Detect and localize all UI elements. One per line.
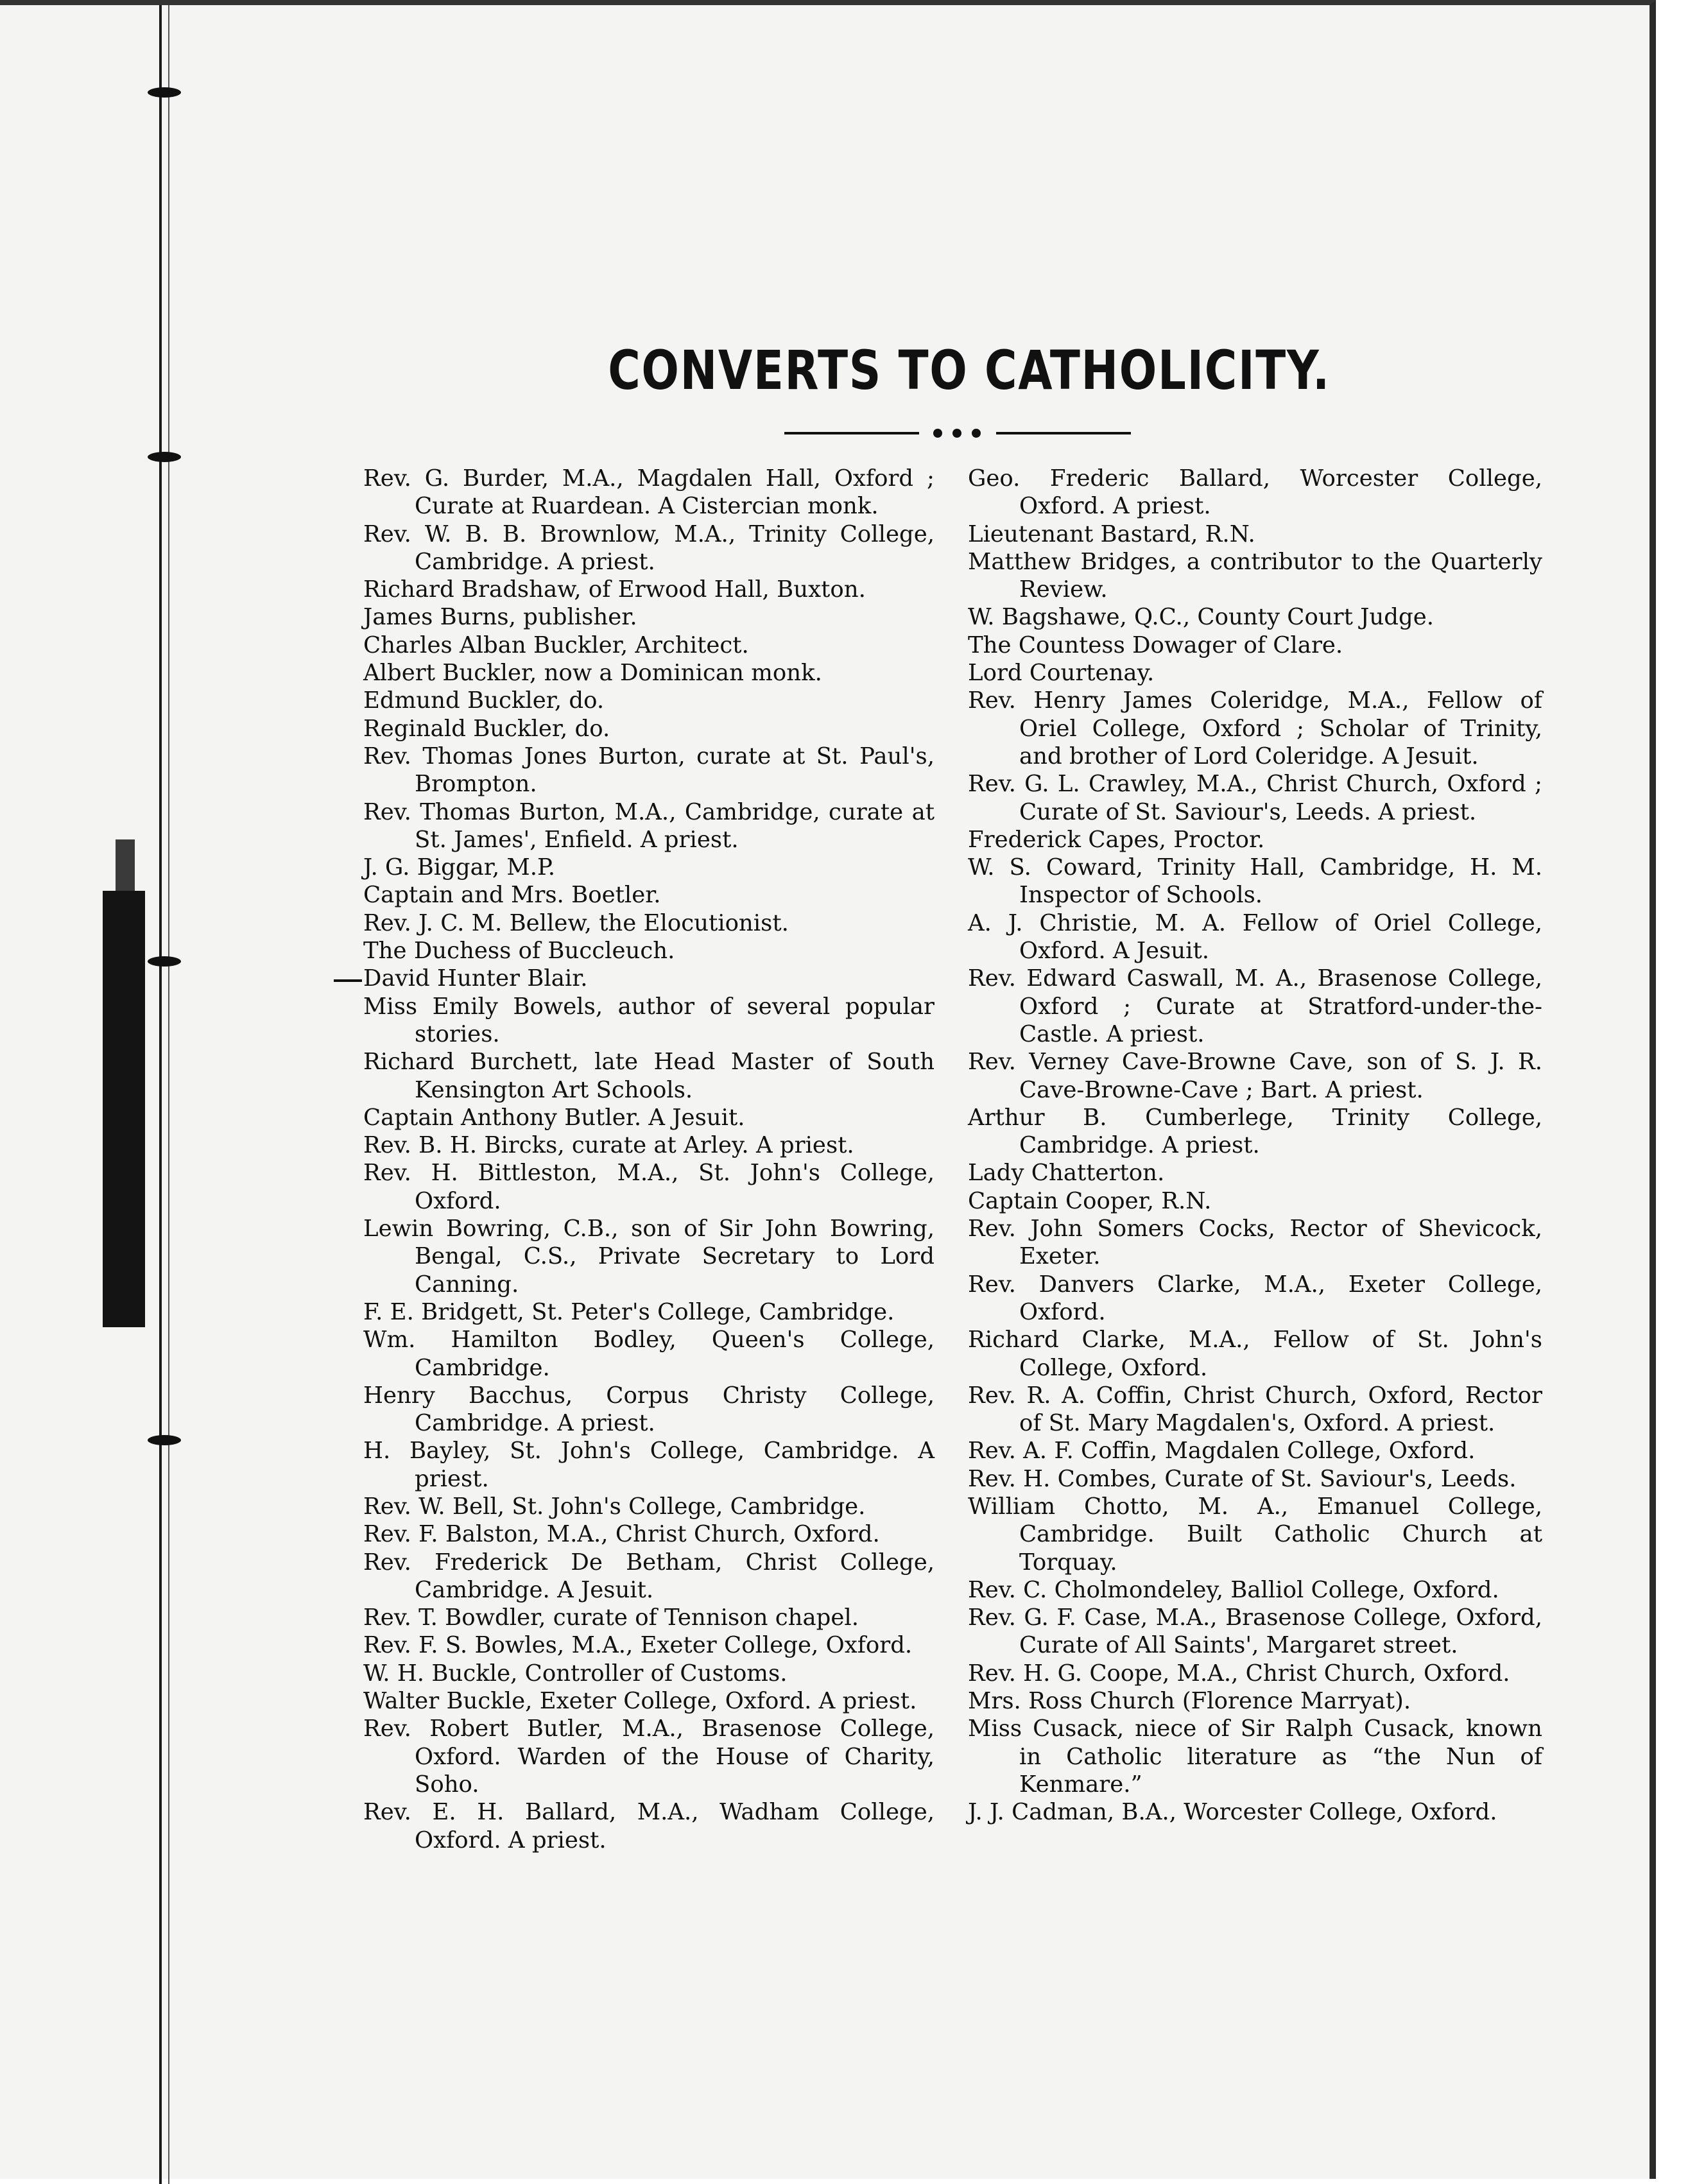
convert-entry: Rev. Thomas Jones Burton, curate at St. Paul's, Brompton.	[363, 743, 935, 798]
convert-entry: Frederick Capes, Proctor.	[968, 826, 1265, 853]
convert-entry: Rev. G. L. Crawley, M.A., Christ Church, Oxford ; Curate of St. Saviour's, Leeds. A priest.	[968, 771, 1542, 825]
convert-entry: Rev. W. Bell, St. John's College, Cambridge.	[363, 1493, 866, 1520]
convert-entry: Albert Buckler, now a Dominican monk.	[363, 660, 822, 687]
convert-entry: Lord Courtenay.	[968, 660, 1155, 687]
convert-entry: J. G. Biggar, M.P.	[363, 854, 556, 881]
convert-entry: Mrs. Ross Church (Florence Marryat).	[968, 1688, 1411, 1715]
convert-entry: F. E. Bridgett, St. Peter's College, Cambridge.	[363, 1298, 895, 1325]
convert-entry: Richard Clarke, M.A., Fellow of St. John's College, Oxford.	[968, 1327, 1542, 1381]
page-title: CONVERTS TO CATHOLICITY.	[608, 339, 1331, 402]
convert-entry: Rev. John Somers Cocks, Rector of Shevicock, Exeter.	[968, 1216, 1542, 1270]
convert-entry: Rev. H. G. Coope, M.A., Christ Church, Oxford.	[968, 1660, 1510, 1687]
convert-entry: Rev. H. Combes, Curate of St. Saviour's, Leeds.	[968, 1465, 1517, 1492]
convert-entry: Rev. Frederick De Betham, Christ College, Cambridge. A Jesuit.	[363, 1549, 935, 1603]
convert-entry: Captain Cooper, R.N.	[968, 1187, 1212, 1214]
convert-entry: Arthur B. Cumberlege, Trinity College, Cambridge. A priest.	[968, 1104, 1542, 1159]
convert-entry: Charles Alban Buckler, Architect.	[363, 632, 749, 658]
binding-stitch	[148, 452, 181, 462]
convert-entry: Lady Chatterton.	[968, 1160, 1165, 1187]
convert-entry: Rev. T. Bowdler, curate of Tennison chapel.	[363, 1604, 859, 1631]
convert-entry: The Countess Dowager of Clare.	[968, 632, 1343, 658]
convert-entry: Walter Buckle, Exeter College, Oxford. A priest.	[363, 1688, 917, 1715]
convert-entry: Rev. Henry James Coleridge, M.A., Fellow of Oriel College, Oxford ; Scholar of Trinity, and brother of Lord Coleridge. A Jesuit.	[968, 687, 1542, 770]
convert-entry: H. Bayley, St. John's College, Cambridge. A priest.	[363, 1438, 935, 1492]
convert-entry: J. J. Cadman, B.A., Worcester College, Oxford.	[968, 1799, 1497, 1826]
convert-entry: Rev. B. H. Bircks, curate at Arley. A priest.	[363, 1132, 854, 1159]
binding-edge	[159, 5, 162, 2184]
convert-entry: Geo. Frederic Ballard, Worcester College, Oxford. A priest.	[968, 465, 1542, 520]
convert-entry: Henry Bacchus, Corpus Christy College, Cambridge. A priest.	[363, 1382, 935, 1437]
convert-entry: Rev. Danvers Clarke, M.A., Exeter College, Oxford.	[968, 1271, 1542, 1325]
convert-entry: Captain and Mrs. Boetler.	[363, 882, 661, 909]
convert-entry: Lewin Bowring, C.B., son of Sir John Bowring, Bengal, C.S., Private Secretary to Lord Canning.	[363, 1216, 935, 1298]
convert-entry: Rev. Thomas Burton, M.A., Cambridge, curate at St. James', Enfield. A priest.	[363, 798, 935, 853]
convert-entry: W. S. Coward, Trinity Hall, Cambridge, H. M. Inspector of Schools.	[968, 854, 1542, 909]
convert-entry: W. H. Buckle, Controller of Customs.	[363, 1660, 788, 1687]
convert-entry: Rev. Edward Caswall, M. A., Brasenose College, Oxford ; Curate at Stratford-under-the-Castle. A priest.	[968, 965, 1542, 1047]
convert-entry: Rev. C. Cholmondeley, Balliol College, Oxford.	[968, 1576, 1499, 1603]
convert-entry: Rev. R. A. Coffin, Christ Church, Oxford, Rector of St. Mary Magdalen's, Oxford. A priest.	[968, 1382, 1542, 1437]
convert-entry: Rev. H. Bittleston, M.A., St. John's College, Oxford.	[363, 1160, 935, 1214]
convert-entry: W. Bagshawe, Q.C., County Court Judge.	[968, 604, 1434, 631]
convert-entry: Rev. F. S. Bowles, M.A., Exeter College, Oxford.	[363, 1632, 913, 1659]
convert-entry: Captain Anthony Butler. A Jesuit.	[363, 1104, 745, 1131]
convert-entry: Reginald Buckler, do.	[363, 715, 610, 742]
binding-stitch	[148, 956, 181, 967]
margin-pen-mark	[334, 979, 362, 982]
convert-entry: A. J. Christie, M. A. Fellow of Oriel College, Oxford. A Jesuit.	[968, 909, 1542, 965]
convert-entry: Matthew Bridges, a contributor to the Quarterly Review.	[968, 548, 1542, 603]
convert-entry: Rev. G. F. Case, M.A., Brasenose College, Oxford, Curate of All Saints', Margaret street.	[968, 1604, 1542, 1659]
spine-tape	[103, 891, 145, 1327]
convert-entry: Rev. W. B. B. Brownlow, M.A., Trinity College, Cambridge. A priest.	[363, 520, 935, 575]
binding-stitch	[148, 87, 181, 98]
convert-entry: The Duchess of Buccleuch.	[363, 938, 675, 965]
convert-entry: Miss Emily Bowels, author of several popular stories.	[363, 993, 935, 1047]
binding-edge-inner	[168, 5, 169, 2184]
convert-entry: James Burns, publisher.	[363, 604, 637, 631]
convert-entry: David Hunter Blair.	[363, 965, 588, 992]
title-ornament-rule	[784, 424, 1131, 443]
convert-entry: Edmund Buckler, do.	[363, 687, 605, 714]
convert-entry: Rev. Verney Cave-Browne Cave, son of S. J. R. Cave-Browne-Cave ; Bart. A priest.	[968, 1049, 1542, 1103]
binding-stitch	[148, 1435, 181, 1445]
convert-entry: Richard Bradshaw, of Erwood Hall, Buxton.	[363, 576, 866, 603]
convert-entry: Rev. F. Balston, M.A., Christ Church, Oxford.	[363, 1521, 880, 1548]
convert-entry: Rev. E. H. Ballard, M.A., Wadham College, Oxford. A priest.	[363, 1799, 935, 1853]
convert-entry: Richard Burchett, late Head Master of South Kensington Art Schools.	[363, 1049, 935, 1103]
convert-entry: Rev. J. C. M. Bellew, the Elocutionist.	[363, 909, 789, 936]
left-column	[363, 465, 935, 1854]
convert-entry: William Chotto, M. A., Emanuel College, Cambridge. Built Catholic Church at Torquay.	[968, 1493, 1542, 1576]
convert-entry: Rev. A. F. Coffin, Magdalen College, Oxford.	[968, 1438, 1476, 1465]
right-column	[968, 465, 1542, 1827]
convert-entry: Lieutenant Bastard, R.N.	[968, 520, 1255, 547]
convert-entry: Rev. Robert Butler, M.A., Brasenose College, Oxford. Warden of the House of Charity, Soho.	[363, 1715, 935, 1798]
convert-entry: Wm. Hamilton Bodley, Queen's College, Cambridge.	[363, 1327, 935, 1381]
convert-entry: Miss Cusack, niece of Sir Ralph Cusack, known in Catholic literature as “the Nun of Kenmare.”	[968, 1715, 1542, 1798]
convert-entry: Rev. G. Burder, M.A., Magdalen Hall, Oxford ; Curate at Ruardean. A Cistercian monk.	[363, 465, 935, 520]
